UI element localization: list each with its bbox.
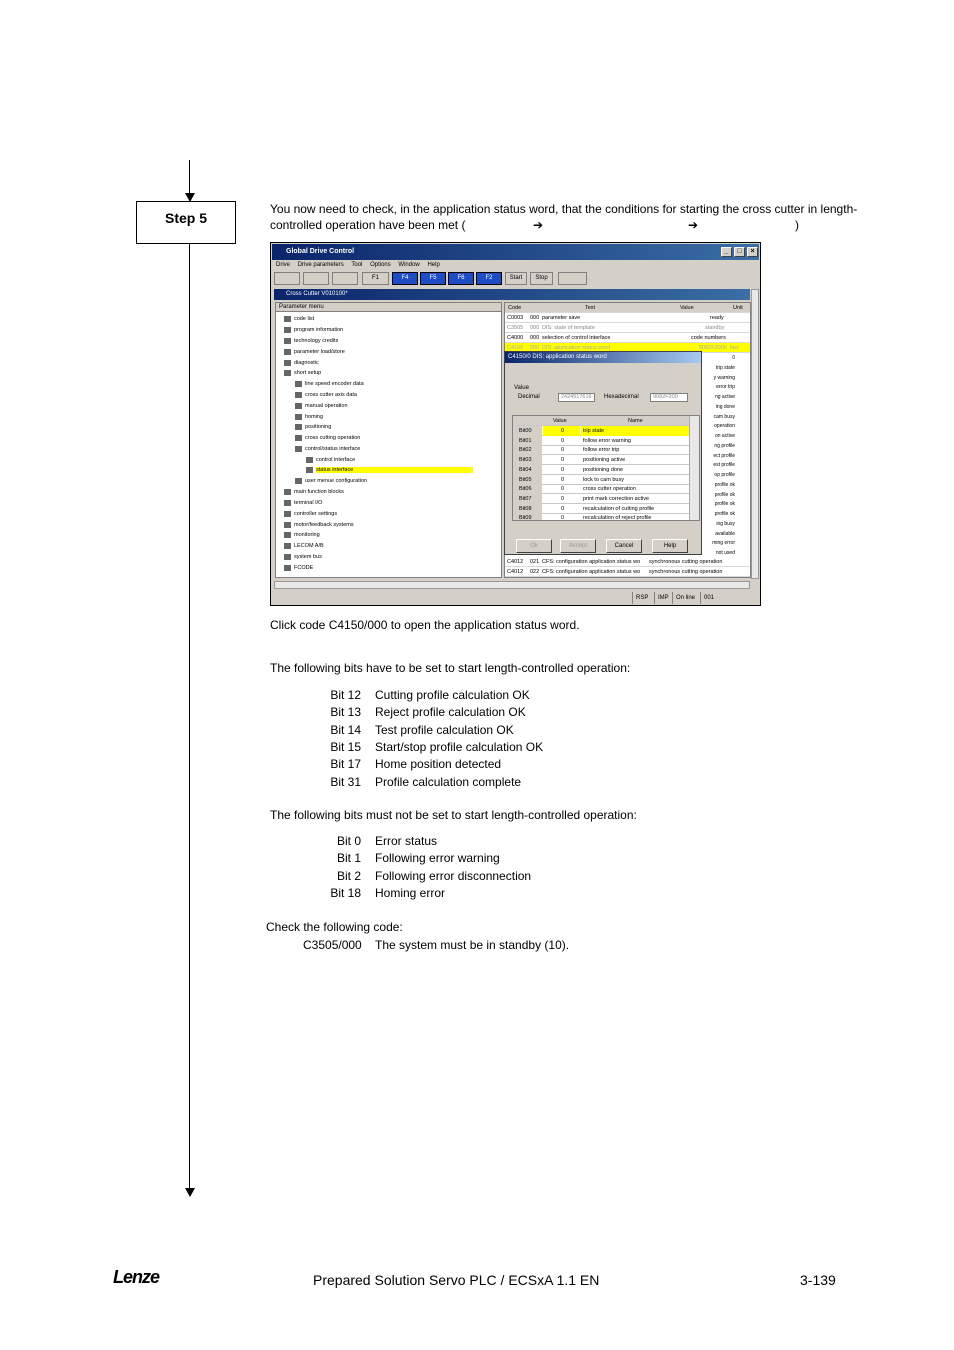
bit-value: 0 bbox=[561, 515, 565, 521]
bit-value: 0 bbox=[561, 437, 565, 444]
folder-icon bbox=[295, 424, 302, 430]
toolbar-f5-button[interactable]: F5 bbox=[420, 272, 446, 285]
intro-close-paren: ) bbox=[795, 218, 799, 232]
bit-label: Bit00 bbox=[513, 426, 542, 436]
horizontal-scrollbar[interactable] bbox=[274, 581, 750, 589]
maximize-icon[interactable]: □ bbox=[734, 247, 745, 257]
bit-label: Bit01 bbox=[513, 436, 542, 446]
bit-value: 0 bbox=[561, 447, 565, 454]
bit-row[interactable] bbox=[513, 426, 689, 436]
hexadecimal-field[interactable]: 9082F200 bbox=[650, 393, 688, 402]
grid-row[interactable]: C3505 000 DIS: state of template standby bbox=[505, 323, 750, 333]
bit-label: Bit04 bbox=[513, 465, 542, 475]
grid-partial-text: 0 bbox=[732, 355, 735, 361]
bit-row[interactable] bbox=[513, 436, 689, 446]
grid-partial-text: not used bbox=[715, 550, 735, 556]
toolbar-f1-button[interactable]: F1 bbox=[362, 272, 389, 285]
bit-table-scrollbar[interactable] bbox=[689, 416, 699, 521]
grid-partial-text: y warning bbox=[713, 374, 735, 381]
folder-icon bbox=[306, 467, 313, 473]
grid-partial-text: profile ok bbox=[714, 511, 735, 517]
grid-partial-text: error trip bbox=[716, 384, 735, 391]
grid-partial-text: ng profile bbox=[714, 442, 735, 449]
minimize-icon[interactable]: _ bbox=[721, 247, 732, 257]
bit-name: follow error warning bbox=[583, 437, 631, 444]
tree-item[interactable]: motor/feedback systems bbox=[284, 520, 354, 530]
bit-value: 0 bbox=[561, 486, 565, 493]
folder-icon bbox=[284, 316, 291, 322]
grid-partial-text: operation bbox=[714, 423, 735, 430]
grid-partial-text: on active bbox=[714, 433, 735, 439]
tree-item[interactable]: system bus bbox=[284, 552, 322, 562]
close-icon[interactable]: × bbox=[747, 247, 758, 257]
folder-icon bbox=[295, 446, 302, 452]
screenshot-caption: Click code C4150/000 to open the application status word. bbox=[270, 618, 580, 632]
grid-partial-text: ng active bbox=[714, 394, 735, 400]
bit-number: Bit 2 bbox=[336, 868, 361, 883]
toolbar-f6-button[interactable]: F6 bbox=[448, 272, 474, 285]
status-word-dialog bbox=[504, 351, 702, 555]
tree-item[interactable]: main function blocks bbox=[284, 487, 344, 497]
bit-name: lock to cam busy bbox=[583, 476, 624, 483]
bit-name: print mark correction active bbox=[583, 495, 650, 502]
folder-icon bbox=[284, 489, 291, 495]
ok-button[interactable]: Ok bbox=[516, 539, 552, 553]
folder-icon bbox=[284, 349, 291, 355]
tree-item[interactable]: line speed encoder data bbox=[295, 379, 364, 389]
tree-item[interactable]: technology credits bbox=[284, 336, 338, 346]
grid-partial-text: profile ok bbox=[714, 491, 735, 498]
bit-description: Profile calculation complete bbox=[375, 774, 522, 789]
bit-value: 0 bbox=[543, 426, 580, 436]
cancel-button[interactable]: Cancel bbox=[606, 539, 642, 553]
unset-bits-intro: The following bits must not be set to start length-controlled operation: bbox=[270, 808, 637, 822]
bit-number: Bit 17 bbox=[330, 757, 361, 772]
bit-label: Bit09 bbox=[513, 513, 542, 521]
grid-row[interactable]: C4000 000 selection of control interface code numbers bbox=[505, 333, 750, 343]
menu-help[interactable]: Help bbox=[427, 262, 440, 268]
arrow-icon: ➔ bbox=[533, 218, 544, 232]
toolbar-stop-button[interactable]: Stop bbox=[530, 272, 553, 285]
bit-description: Following error warning bbox=[375, 851, 500, 866]
toolbar-button[interactable] bbox=[332, 272, 358, 285]
folder-icon bbox=[284, 511, 291, 517]
bit-row[interactable] bbox=[513, 504, 689, 514]
grid-partial-text: available bbox=[715, 530, 735, 537]
bit-value: 0 bbox=[561, 495, 565, 502]
grid-row[interactable]: C4012 021 CFS: configuration application status wo synchronous cutting operation bbox=[505, 557, 750, 567]
check-code: C3505/000 bbox=[303, 938, 362, 952]
tree-item[interactable]: terminal I/O bbox=[284, 498, 322, 508]
vertical-scrollbar[interactable] bbox=[751, 289, 759, 579]
bit-name: cross cutter operation bbox=[583, 486, 636, 493]
tree-item-selected[interactable]: status interface bbox=[306, 465, 473, 475]
status-online: On line bbox=[672, 592, 695, 604]
bit-row[interactable] bbox=[513, 513, 689, 521]
bit-name: trip state bbox=[581, 426, 691, 436]
folder-icon bbox=[295, 414, 302, 420]
bit-row[interactable] bbox=[513, 465, 689, 475]
bit-description: Start/stop profile calculation OK bbox=[375, 739, 544, 754]
toolbar-button[interactable] bbox=[274, 272, 300, 285]
toolbar-button[interactable] bbox=[558, 272, 587, 285]
folder-icon bbox=[284, 565, 291, 571]
parameter-tree bbox=[275, 302, 502, 578]
bit-number: Bit 18 bbox=[330, 885, 361, 900]
toolbar-button[interactable] bbox=[303, 272, 329, 285]
window-title: Global Drive Control bbox=[286, 248, 355, 255]
flow-arrow-bottom bbox=[185, 1188, 195, 1197]
set-bits-intro: The following bits have to be set to start length-controlled operation: bbox=[270, 661, 631, 675]
tree-item[interactable]: short setup bbox=[284, 368, 321, 378]
tree-item[interactable]: control interface bbox=[306, 455, 355, 465]
folder-icon bbox=[295, 478, 302, 484]
bit-label: Bit06 bbox=[513, 484, 542, 494]
bit-label: Bit02 bbox=[513, 445, 542, 455]
menu-options[interactable]: Options bbox=[370, 262, 391, 268]
tree-item[interactable]: LECOM A/B bbox=[284, 541, 324, 551]
tree-item[interactable]: user menue configuration bbox=[295, 476, 367, 486]
toolbar bbox=[272, 270, 759, 286]
folder-icon bbox=[284, 532, 291, 538]
bit-number: Bit 13 bbox=[330, 705, 361, 720]
decimal-label: Decimal bbox=[518, 394, 540, 400]
page-number: 3-139 bbox=[800, 1272, 836, 1288]
tree-item[interactable]: control/status interface bbox=[295, 444, 360, 454]
status-rsp: RSP bbox=[632, 592, 648, 604]
menu-drive-parameters[interactable]: Drive parameters bbox=[297, 262, 344, 268]
bit-number: Bit 12 bbox=[330, 688, 361, 702]
menu-drive[interactable]: Drive bbox=[276, 262, 291, 268]
tree-item[interactable]: controller settings bbox=[284, 509, 337, 519]
bit-name: recalculation of cutting profile bbox=[583, 505, 655, 512]
bit-row[interactable] bbox=[513, 445, 689, 455]
intro-line-1: You now need to check, in the application status word, that the conditions for starting the cross cutter in length- bbox=[270, 202, 858, 216]
bit-name: positioning done bbox=[583, 466, 624, 473]
grid-partial-text: ing busy bbox=[716, 520, 735, 527]
grid-row[interactable]: C4012 022 CFS: configuration application status wo synchronous cutting operation bbox=[505, 567, 750, 577]
grid-header: Code Text Value Unit bbox=[505, 303, 750, 313]
grid-row[interactable]: C0003 000 parameter save ready bbox=[505, 313, 750, 323]
tree-header: Parameter menu bbox=[276, 303, 501, 312]
folder-icon bbox=[284, 360, 291, 366]
tree-item[interactable]: FCODE bbox=[284, 563, 313, 573]
toolbar-f2-button[interactable]: F2 bbox=[476, 272, 502, 285]
folder-icon bbox=[284, 543, 291, 549]
lenze-logo: Lenze bbox=[113, 1267, 160, 1287]
flow-line-main bbox=[189, 244, 190, 1189]
tree-item[interactable]: code list bbox=[284, 314, 314, 324]
intro-line-2: controlled operation have been met ( bbox=[270, 218, 466, 232]
grid-partial-text: profile ok bbox=[714, 481, 735, 488]
bit-name: follow error trip bbox=[583, 447, 620, 454]
bit-number: Bit 31 bbox=[330, 774, 361, 789]
bit-number: Bit 14 bbox=[330, 722, 361, 737]
folder-icon bbox=[284, 554, 291, 560]
bit-value: 0 bbox=[561, 457, 565, 464]
check-intro: Check the following code: bbox=[266, 920, 403, 934]
bit-description: Reject profile calculation OK bbox=[375, 705, 526, 720]
step-box bbox=[136, 201, 236, 244]
folder-icon bbox=[295, 435, 302, 441]
subwindow-title: Cross Cutter V010100* bbox=[286, 291, 348, 297]
folder-icon bbox=[284, 500, 291, 506]
status-address: 001 bbox=[700, 592, 714, 604]
bit-table bbox=[512, 415, 700, 521]
tree-item[interactable]: manual operation bbox=[295, 401, 348, 411]
folder-icon bbox=[284, 522, 291, 528]
hexadecimal-label: Hexadecimal bbox=[604, 394, 639, 400]
bit-number: Bit 15 bbox=[330, 739, 361, 754]
bit-label: Bit05 bbox=[513, 475, 542, 485]
value-group-label: Value bbox=[514, 385, 529, 391]
toolbar-start-button[interactable]: Start bbox=[505, 272, 527, 285]
bit-description: Homing error bbox=[375, 885, 446, 900]
tree-item[interactable]: program information bbox=[284, 325, 343, 335]
bit-description: Cutting profile calculation OK bbox=[375, 688, 530, 702]
tree-item[interactable]: cross cutting operation bbox=[295, 433, 360, 443]
bit-row[interactable] bbox=[513, 484, 689, 494]
bit-row[interactable] bbox=[513, 455, 689, 465]
bit-description: Following error disconnection bbox=[375, 868, 532, 883]
bit-description: Home position detected bbox=[375, 757, 502, 772]
folder-icon bbox=[295, 381, 302, 387]
bit-row[interactable] bbox=[513, 475, 689, 485]
folder-icon bbox=[295, 403, 302, 409]
status-imp: IMP bbox=[654, 592, 669, 604]
folder-icon bbox=[284, 327, 291, 333]
folder-icon bbox=[284, 338, 291, 344]
menu-window[interactable]: Window bbox=[398, 262, 420, 268]
grid-partial-text: profile ok bbox=[714, 501, 735, 508]
bit-value: 0 bbox=[561, 466, 565, 473]
bit-label: Bit08 bbox=[513, 504, 542, 514]
check-code-desc: The system must be in standby (10). bbox=[375, 938, 570, 952]
status-bar bbox=[272, 592, 759, 604]
grid-partial-text: ect profile bbox=[713, 452, 735, 459]
folder-icon bbox=[284, 370, 291, 376]
bit-description: Error status bbox=[375, 834, 438, 848]
tree-item[interactable]: diagnostic bbox=[284, 358, 319, 368]
tree-item[interactable]: homing bbox=[295, 412, 323, 422]
bit-number: Bit 1 bbox=[336, 851, 361, 866]
bit-label: Bit03 bbox=[513, 455, 542, 465]
menu-bar bbox=[272, 260, 759, 270]
window-titlebar bbox=[272, 244, 759, 260]
gdc-screenshot bbox=[270, 242, 761, 606]
decimal-field[interactable]: 2424517616 bbox=[558, 393, 595, 402]
grid-partial-text: cam busy bbox=[713, 413, 735, 420]
bit-value: 0 bbox=[561, 476, 565, 483]
grid-row-selected[interactable]: C4150 000 DIS: application status word 9082F200h hex bbox=[505, 343, 750, 353]
grid-partial-text: est profile bbox=[713, 462, 735, 469]
bit-name: positioning active bbox=[583, 457, 626, 464]
accept-button[interactable]: Accept bbox=[560, 539, 596, 553]
tree-item[interactable]: monitoring bbox=[284, 530, 320, 540]
bit-number: Bit 0 bbox=[336, 834, 361, 848]
toolbar-f4-button[interactable]: F4 bbox=[392, 272, 418, 285]
bit-description: Test profile calculation OK bbox=[375, 722, 514, 737]
grid-partial-text: op profile bbox=[714, 472, 735, 478]
menu-tool[interactable]: Tool bbox=[351, 262, 363, 268]
subwindow-titlebar bbox=[274, 289, 750, 300]
grid-partial-text: ming error bbox=[712, 540, 735, 547]
dialog-title: C4150/0 DIS: application status word bbox=[505, 352, 701, 363]
grid-partial-text: ing done bbox=[715, 403, 735, 410]
footer-title: Prepared Solution Servo PLC / ECSxA 1.1 EN bbox=[313, 1272, 600, 1288]
folder-icon bbox=[295, 392, 302, 398]
grid-partial-text: trip state bbox=[715, 364, 735, 371]
bit-table-header: Value Name bbox=[513, 416, 689, 426]
bit-value: 0 bbox=[561, 505, 565, 512]
tree-item[interactable]: cross cutter axis data bbox=[295, 390, 357, 400]
bit-row[interactable] bbox=[513, 494, 689, 504]
bit-label: Bit07 bbox=[513, 494, 542, 504]
step-label: Step 5 bbox=[164, 210, 207, 226]
folder-icon bbox=[306, 457, 313, 463]
arrow-icon: ➔ bbox=[688, 218, 699, 232]
tree-item[interactable]: parameter load/store bbox=[284, 347, 345, 357]
help-button[interactable]: Help bbox=[652, 539, 688, 553]
tree-item[interactable]: positioning bbox=[295, 422, 331, 432]
bit-name: recalculation of reject profile bbox=[583, 515, 652, 521]
